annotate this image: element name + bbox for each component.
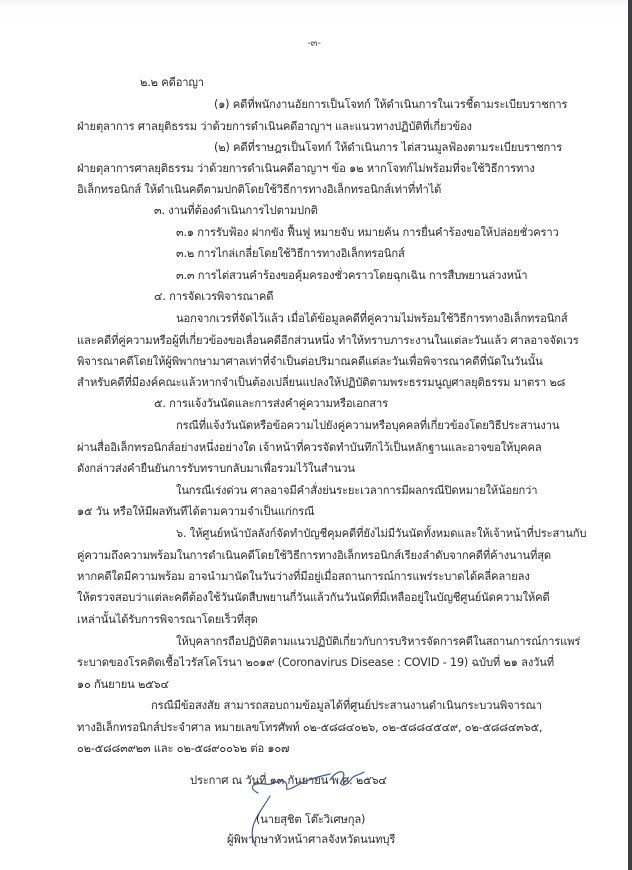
directive-line: ๑๐ กันยายน ๒๕๖๔ (77, 678, 169, 691)
section-3-1: ๓.๑ การรับฟ้อง ฝากขัง ฟื้นฟู หมายจับ หมายค้น การยื่นคำร้องขอให้ปล่อยชั่วคราว (176, 226, 559, 239)
section-6-line: ๖. ให้ศูนย์หน้าบัลลังก์จัดทำบัญชีคุมคดีที่ยังไม่มีวันนัดทั้งหมดและให้เจ้าหน้าที่ประสานกับ (176, 527, 587, 540)
section-3-3: ๓.๓ การไต่สวนคำร้องขอคุ้มครองชั่วคราวโดยฉุกเฉิน การสืบพยานล่วงหน้า (176, 269, 528, 282)
section-6-line: เหล่านั้นได้รับการพิจารณาโดยเร็วที่สุด (77, 613, 258, 626)
contact-line: ทางอิเล็กทรอนิกส์ประจำศาล หมายเลขโทรศัพท์ ๐๒-๕๘๘๔๐๒๖, ๐๒-๕๘๘๔๕๔๙, ๐๒-๕๘๘๔๓๖๕, (77, 721, 543, 734)
directive-line: ระบาดของโรคติดเชื้อไวรัสโคโรนา ๒๐๑๙ (Coronavirus Disease : COVID - 19) ฉบับที่ ๒๑ ลงวันที่ (77, 656, 555, 669)
announcement-date: ประกาศ ณ วันที่ ๑๓ กันยายน พ.ศ. ๒๕๖๔ (190, 774, 387, 787)
section-4-line: สำหรับคดีที่มีองค์คณะแล้วหากจำเป็นต้องเปลี่ยนแปลงให้ปฏิบัติตามพระธรรมนูญศาลยุติธรรม มาตรา ๒๘ (77, 376, 566, 389)
section-2-2-heading: ๒.๒ คดีอาญา (140, 76, 204, 89)
section-4-line: พิจารณาคดีโดยให้ผู้พิพากษามาศาลเท่าที่จำเป็นต่อปริมาณคดีแต่ละวันเพื่อพิจารณาคดีที่นัดในวันนั้น (77, 355, 543, 368)
section-4-line: และคดีที่คู่ความหรือผู้ที่เกี่ยวข้องขอเลื่อนคดีอีกส่วนหนึ่ง ทำให้ทราบภาระงานในแต่ละวันแล้ว ศาลอาจจัดเวร (77, 334, 579, 347)
section-3-2: ๓.๒ การไกล่เกลี่ยโดยใช้วิธีการทางอิเล็กทรอนิกส์ (176, 247, 405, 260)
section-2-2-item2-cont: ฝ่ายตุลาการศาลยุติธรรม ว่าด้วยการดำเนินคดีอาญาฯ ข้อ ๑๒ หากโจทก์ไม่พร้อมที่จะใช้วิธีการทาง (77, 162, 535, 175)
section-5-para1: ผ่านสื่ออิเล็กทรอนิกส์อย่างหนึ่งอย่างใด เจ้าหน้าที่ควรจัดทำบันทึกไว้เป็นหลักฐานและอาจขอให้บุคคล (77, 441, 542, 454)
section-5-heading: ๕. การแจ้งวันนัดและการส่งคำคู่ความหรือเอกสาร (154, 397, 388, 410)
section-6-line: คู่ความถึงความพร้อมในการดำเนินคดีโดยใช้วิธีการทางอิเล็กทรอนิกส์เรียงลำดับจากคดีที่ค้างนานที่สุด (77, 549, 552, 562)
section-5-para1: ดังกล่าวส่งคำยืนยันการรับทราบกลับมาเพื่อรวมไว้ในสำนวน (77, 462, 355, 475)
section-4-line: นอกจากเวรที่จัดไว้แล้ว เมื่อได้ข้อมูลคดีที่คู่ความไม่พร้อมใช้วิธีการทางอิเล็กทรอนิกส์ (176, 312, 568, 325)
contact-line: กรณีมีข้อสงสัย สามารถสอบถามข้อมูลได้ที่ศูนย์ประสานงานดำเนินกระบวนพิจารณา (151, 699, 542, 712)
section-2-2-item1: (๑) คดีที่พนักงานอัยการเป็นโจทก์ ให้ดำเนินการในเวรชี้ตามระเบียบราชการ (214, 98, 568, 111)
signatory-name: (นายสุชิต โต๊ะวิเศษกุล) (256, 813, 366, 826)
section-4-heading: ๔. การจัดเวรพิจารณาคดี (154, 290, 274, 303)
section-5-para2: ในกรณีเร่งด่วน ศาลอาจมีคำสั่งย่นระยะเวลาการมีผลกรณีปิดหมายให้น้อยกว่า (176, 484, 538, 497)
section-6-line: หากคดีใดมีความพร้อม อาจนำมานัดในวันว่างที่มีอยู่เมื่อสถานการณ์การแพร่ระบาดได้คลี่คลายลง (77, 570, 530, 583)
section-2-2-item2-cont2: อิเล็กทรอนิกส์ ให้ดำเนินคดีตามปกติโดยใช้วิธีการทางอิเล็กทรอนิกส์เท่าที่ทำได้ (77, 183, 442, 196)
viewer-edge (628, 0, 632, 870)
section-5-para2: ๑๕ วัน หรือให้มีผลทันทีได้ตามความจำเป็นแก่กรณี (77, 505, 315, 518)
signatory-position: ผู้พิพากษาหัวหน้าศาลจังหวัดนนทบุรี (227, 833, 396, 846)
section-6-line: ให้ตรวจสอบว่าแต่ละคดีต้องใช้วันนัดสืบพยานกี่วันแล้วกันวันนัดที่มีเหลืออยู่ในบัญชีศูนย์นัดความให้คดี (77, 591, 550, 604)
section-5-para1: กรณีที่แจ้งวันนัดหรือข้อความไปยังคู่ความหรือบุคคลที่เกี่ยวข้องโดยวิธีประสานงาน (176, 419, 560, 432)
section-2-2-item2: (๒) คดีที่ราษฎรเป็นโจทก์ ให้ดำเนินการ ไต่สวนมูลฟ้องตามระเบียบราชการ (214, 141, 563, 154)
section-2-2-item1-cont: ฝ่ายตุลาการ ศาลยุติธรรม ว่าด้วยการดำเนินคดีอาญาฯ และแนวทางปฏิบัติที่เกี่ยวข้อง (77, 120, 472, 133)
section-3-heading: ๓. งานที่ต้องดำเนินการไปตามปกติ (154, 204, 318, 217)
page-number: -๓- (307, 38, 321, 49)
contact-line: ๐๒-๕๘๘๓๙๒๓ และ ๐๒-๕๘๙๐๐๖๒ ต่อ ๑๐๗ (77, 742, 290, 755)
directive-line: ให้บุคลากรถือปฏิบัติตามแนวปฏิบัติเกี่ยวกับการบริหารจัดการคดีในสถานการณ์การแพร่ (176, 635, 581, 648)
